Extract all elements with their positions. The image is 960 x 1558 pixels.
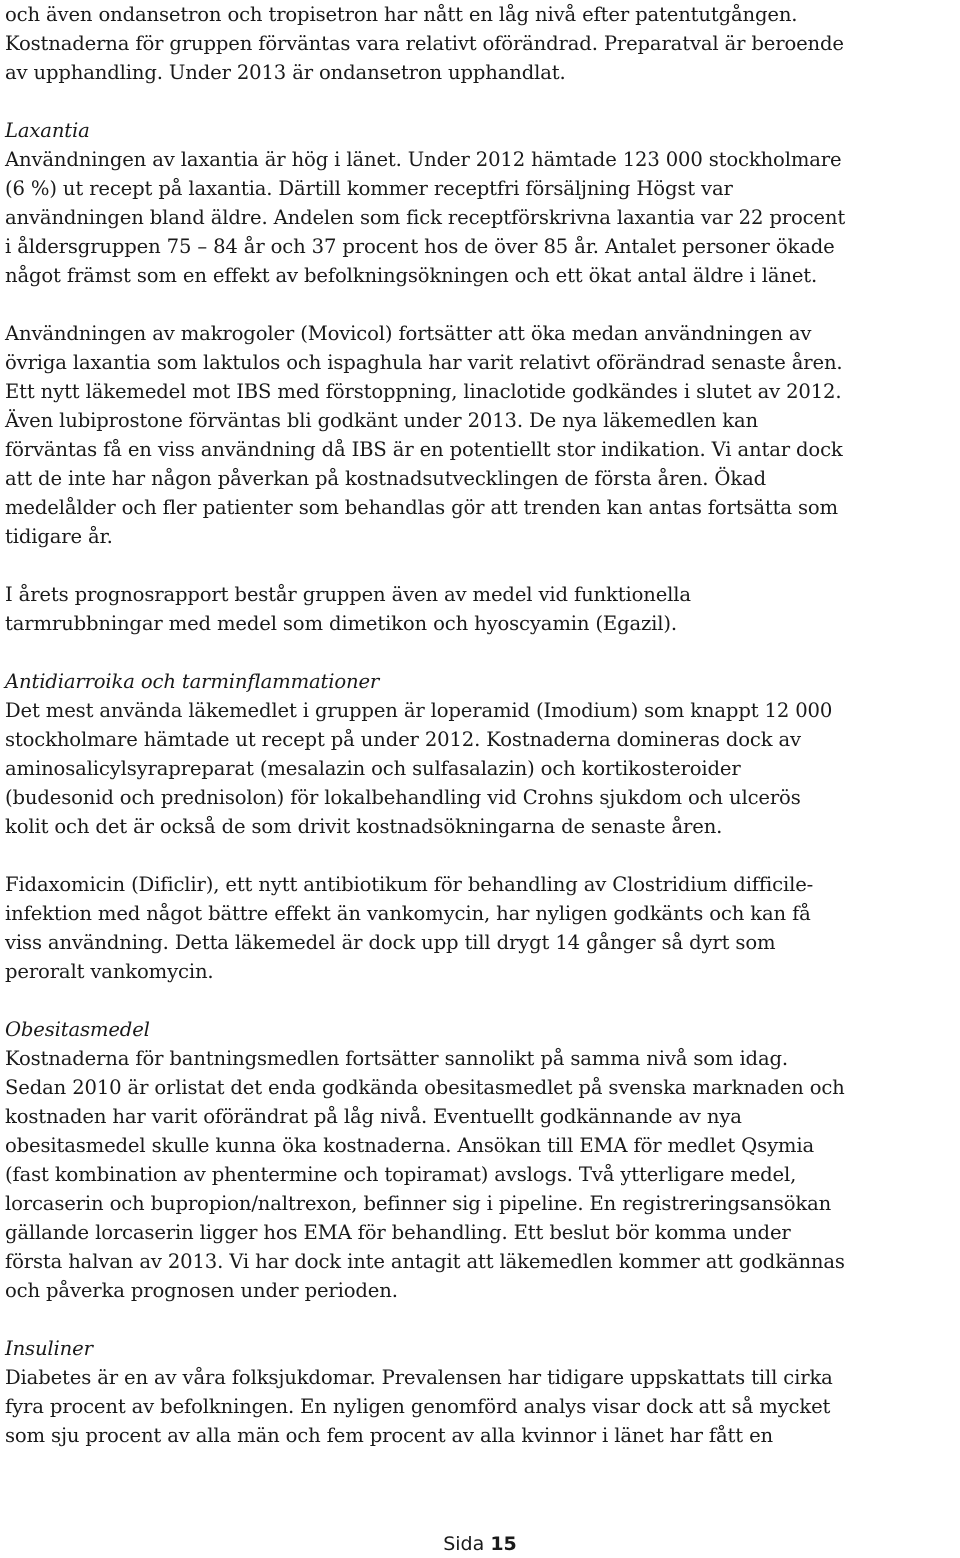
section-fidaxomicin [5, 870, 957, 986]
paragraph-line: kostnaden har varit oförändrat på låg nivå. Eventuellt godkännande av nya [5, 1105, 742, 1128]
paragraph-line: Fidaxomicin (Dificlir), ett nytt antibiotikum för behandling av Clostridium difficile- [5, 873, 814, 896]
paragraph-gap [5, 841, 957, 870]
section-antidiarroika [5, 667, 957, 841]
section-insuliner [5, 1334, 957, 1450]
paragraph-gap [5, 1305, 957, 1334]
section-prognosrapport [5, 580, 957, 638]
paragraph-line: Användningen av makrogoler (Movicol) fortsätter att öka medan användningen av [5, 322, 812, 345]
paragraph-line: kolit och det är också de som drivit kostnadsökningarna de senaste åren. [5, 815, 723, 838]
paragraph-line: förväntas få en viss användning då IBS är en potentiellt stor indikation. Vi antar dock [5, 438, 843, 461]
paragraph-line: obesitasmedel skulle kunna öka kostnaderna. Ansökan till EMA för medlet Qsymia [5, 1134, 814, 1157]
section-obesitasmedel [5, 1015, 957, 1305]
paragraph-line: av upphandling. Under 2013 är ondansetron upphandlat. [5, 61, 566, 84]
paragraph-line: lorcaserin och bupropion/naltrexon, befinner sig i pipeline. En registreringsansökan [5, 1192, 832, 1215]
paragraph-line: Kostnaderna för gruppen förväntas vara relativt oförändrad. Preparatval är beroende [5, 32, 844, 55]
paragraph-line: Det mest använda läkemedlet i gruppen är loperamid (Imodium) som knappt 12 000 [5, 699, 833, 722]
paragraph-gap [5, 290, 957, 319]
paragraph-line: Ett nytt läkemedel mot IBS med förstoppning, linaclotide godkändes i slutet av 2012. [5, 380, 842, 403]
paragraph-line: (budesonid och prednisolon) för lokalbehandling vid Crohns sjukdom och ulcerös [5, 786, 801, 809]
paragraph-line: (fast kombination av phentermine och topiramat) avslogs. Två ytterligare medel, [5, 1163, 797, 1186]
paragraph-line: övriga laxantia som laktulos och ispaghula har varit relativt oförändrad senaste åren. [5, 351, 843, 374]
paragraph-line: och även ondansetron och tropisetron har nått en låg nivå efter patentutgången. [5, 3, 798, 26]
paragraph-line: tidigare år. [5, 525, 113, 548]
paragraph-line: Sedan 2010 är orlistat det enda godkända obesitasmedlet på svenska marknaden och [5, 1076, 845, 1099]
paragraph-line: något främst som en effekt av befolkningsökningen och ett ökat antal äldre i länet. [5, 264, 818, 287]
section-heading-antidiarroika: Antidiarroika och tarminflammationer [5, 670, 380, 693]
section-heading-obesitasmedel: Obesitasmedel [5, 1018, 150, 1041]
section-heading-insuliner: Insuliner [5, 1337, 93, 1360]
document-page [5, 0, 957, 1450]
paragraph-line: I årets prognosrapport består gruppen även av medel vid funktionella [5, 583, 691, 606]
section-intro [5, 0, 957, 87]
paragraph-line: infektion med något bättre effekt än vankomycin, har nyligen godkänts och kan få [5, 902, 811, 925]
paragraph-line: Kostnaderna för bantningsmedlen fortsätter sannolikt på samma nivå som idag. [5, 1047, 788, 1070]
paragraph-gap [5, 638, 957, 667]
paragraph-line: som sju procent av alla män och fem procent av alla kvinnor i länet har fått en [5, 1424, 773, 1447]
paragraph-line: och påverka prognosen under perioden. [5, 1279, 398, 1302]
paragraph-gap [5, 986, 957, 1015]
paragraph-line: Diabetes är en av våra folksjukdomar. Prevalensen har tidigare uppskattats till cirka [5, 1366, 833, 1389]
section-makrogoler [5, 319, 957, 551]
paragraph-line: Även lubiprostone förväntas bli godkänt under 2013. De nya läkemedlen kan [5, 409, 759, 432]
paragraph-line: stockholmare hämtade ut recept på under 2012. Kostnaderna domineras dock av [5, 728, 801, 751]
section-heading-laxantia: Laxantia [5, 119, 90, 142]
paragraph-gap [5, 551, 957, 580]
paragraph-line: viss användning. Detta läkemedel är dock upp till drygt 14 gånger så dyrt som [5, 931, 776, 954]
paragraph-line: tarmrubbningar med medel som dimetikon och hyoscyamin (Egazil). [5, 612, 677, 635]
paragraph-gap [5, 87, 957, 116]
paragraph-line: fyra procent av befolkningen. En nyligen genomförd analys visar dock att så mycket [5, 1395, 831, 1418]
page-number: 15 [490, 1533, 517, 1555]
paragraph-line: i åldersgruppen 75 – 84 år och 37 procent hos de över 85 år. Antalet personer ökade [5, 235, 835, 258]
paragraph-line: första halvan av 2013. Vi har dock inte antagit att läkemedlen kommer att godkännas [5, 1250, 845, 1273]
page-label: Sida [443, 1533, 485, 1555]
paragraph-line: peroralt vankomycin. [5, 960, 214, 983]
paragraph-line: aminosalicylsyrapreparat (mesalazin och sulfasalazin) och kortikosteroider [5, 757, 741, 780]
paragraph-line: gällande lorcaserin ligger hos EMA för behandling. Ett beslut bör komma under [5, 1221, 791, 1244]
paragraph-line: (6 %) ut recept på laxantia. Därtill kommer receptfri försäljning Högst var [5, 177, 733, 200]
page-footer [0, 1531, 960, 1557]
paragraph-line: medelålder och fler patienter som behandlas gör att trenden kan antas fortsätta som [5, 496, 838, 519]
section-laxantia [5, 116, 957, 290]
paragraph-line: att de inte har någon påverkan på kostnadsutvecklingen de första åren. Ökad [5, 467, 766, 490]
paragraph-line: Användningen av laxantia är hög i länet. Under 2012 hämtade 123 000 stockholmare [5, 148, 842, 171]
paragraph-line: användningen bland äldre. Andelen som fick receptförskrivna laxantia var 22 procent [5, 206, 846, 229]
